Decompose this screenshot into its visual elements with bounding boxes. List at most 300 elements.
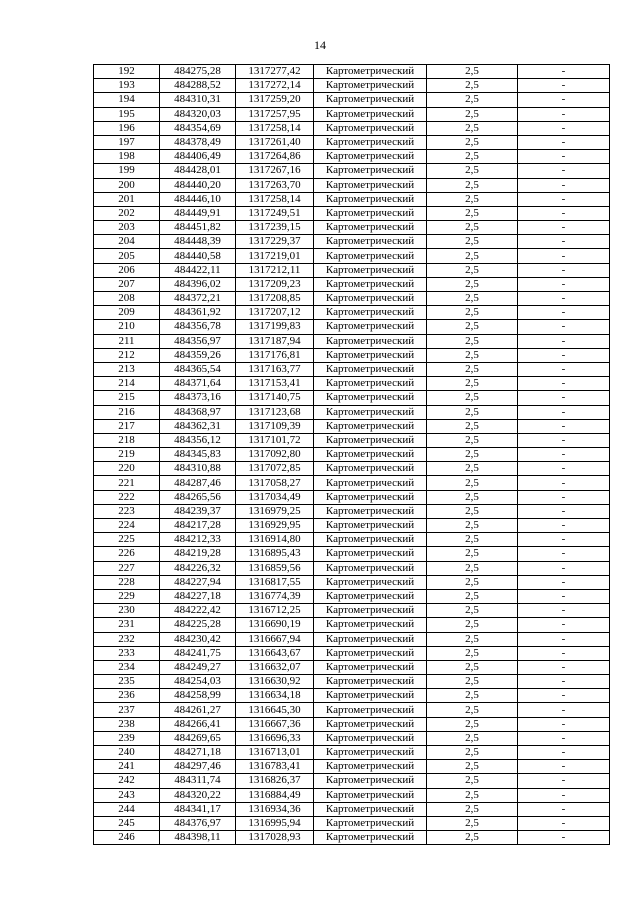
method-cell: Картометрический	[314, 618, 427, 632]
table-row	[94, 689, 610, 703]
x-coordinate-cell: 484451,82	[160, 221, 236, 235]
note-cell: -	[518, 831, 610, 845]
note-cell: -	[518, 689, 610, 703]
accuracy-cell: 2,5	[427, 689, 518, 703]
point-number-cell: 201	[94, 192, 160, 206]
y-coordinate-cell: 1316979,25	[236, 504, 314, 518]
point-number-cell: 227	[94, 561, 160, 575]
note-cell: -	[518, 206, 610, 220]
note-cell: -	[518, 717, 610, 731]
method-cell: Картометрический	[314, 135, 427, 149]
accuracy-cell: 2,5	[427, 746, 518, 760]
note-cell: -	[518, 405, 610, 419]
accuracy-cell: 2,5	[427, 519, 518, 533]
note-cell: -	[518, 107, 610, 121]
x-coordinate-cell: 484373,16	[160, 391, 236, 405]
method-cell: Картометрический	[314, 235, 427, 249]
x-coordinate-cell: 484265,56	[160, 490, 236, 504]
accuracy-cell: 2,5	[427, 348, 518, 362]
accuracy-cell: 2,5	[427, 448, 518, 462]
note-cell: -	[518, 504, 610, 518]
method-cell: Картометрический	[314, 221, 427, 235]
x-coordinate-cell: 484227,94	[160, 575, 236, 589]
accuracy-cell: 2,5	[427, 703, 518, 717]
method-cell: Картометрический	[314, 65, 427, 79]
accuracy-cell: 2,5	[427, 760, 518, 774]
note-cell: -	[518, 221, 610, 235]
method-cell: Картометрический	[314, 334, 427, 348]
y-coordinate-cell: 1316696,33	[236, 731, 314, 745]
y-coordinate-cell: 1317140,75	[236, 391, 314, 405]
method-cell: Картометрический	[314, 731, 427, 745]
coordinates-table	[93, 64, 610, 845]
x-coordinate-cell: 484354,69	[160, 121, 236, 135]
x-coordinate-cell: 484249,27	[160, 660, 236, 674]
table-row	[94, 65, 610, 79]
accuracy-cell: 2,5	[427, 292, 518, 306]
accuracy-cell: 2,5	[427, 504, 518, 518]
x-coordinate-cell: 484241,75	[160, 646, 236, 660]
table-row	[94, 277, 610, 291]
y-coordinate-cell: 1317239,15	[236, 221, 314, 235]
point-number-cell: 214	[94, 377, 160, 391]
note-cell: -	[518, 135, 610, 149]
note-cell: -	[518, 703, 610, 717]
y-coordinate-cell: 1317258,14	[236, 192, 314, 206]
table-row	[94, 348, 610, 362]
accuracy-cell: 2,5	[427, 547, 518, 561]
y-coordinate-cell: 1316884,49	[236, 788, 314, 802]
accuracy-cell: 2,5	[427, 831, 518, 845]
point-number-cell: 234	[94, 660, 160, 674]
point-number-cell: 215	[94, 391, 160, 405]
y-coordinate-cell: 1317176,81	[236, 348, 314, 362]
method-cell: Картометрический	[314, 476, 427, 490]
point-number-cell: 219	[94, 448, 160, 462]
point-number-cell: 194	[94, 93, 160, 107]
accuracy-cell: 2,5	[427, 717, 518, 731]
table-row	[94, 320, 610, 334]
accuracy-cell: 2,5	[427, 192, 518, 206]
x-coordinate-cell: 484239,37	[160, 504, 236, 518]
note-cell: -	[518, 547, 610, 561]
y-coordinate-cell: 1316817,55	[236, 575, 314, 589]
point-number-cell: 225	[94, 533, 160, 547]
method-cell: Картометрический	[314, 277, 427, 291]
method-cell: Картометрический	[314, 802, 427, 816]
method-cell: Картометрический	[314, 448, 427, 462]
accuracy-cell: 2,5	[427, 604, 518, 618]
x-coordinate-cell: 484219,28	[160, 547, 236, 561]
point-number-cell: 211	[94, 334, 160, 348]
x-coordinate-cell: 484258,99	[160, 689, 236, 703]
point-number-cell: 239	[94, 731, 160, 745]
note-cell: -	[518, 164, 610, 178]
accuracy-cell: 2,5	[427, 533, 518, 547]
point-number-cell: 222	[94, 490, 160, 504]
x-coordinate-cell: 484359,26	[160, 348, 236, 362]
note-cell: -	[518, 306, 610, 320]
table-row	[94, 121, 610, 135]
y-coordinate-cell: 1317263,70	[236, 178, 314, 192]
table-row	[94, 816, 610, 830]
table-row	[94, 433, 610, 447]
accuracy-cell: 2,5	[427, 490, 518, 504]
method-cell: Картометрический	[314, 632, 427, 646]
y-coordinate-cell: 1316667,94	[236, 632, 314, 646]
accuracy-cell: 2,5	[427, 306, 518, 320]
x-coordinate-cell: 484345,83	[160, 448, 236, 462]
method-cell: Картометрический	[314, 561, 427, 575]
method-cell: Картометрический	[314, 249, 427, 263]
accuracy-cell: 2,5	[427, 575, 518, 589]
note-cell: -	[518, 462, 610, 476]
note-cell: -	[518, 604, 610, 618]
x-coordinate-cell: 484362,31	[160, 419, 236, 433]
point-number-cell: 213	[94, 362, 160, 376]
method-cell: Картометрический	[314, 774, 427, 788]
note-cell: -	[518, 93, 610, 107]
note-cell: -	[518, 391, 610, 405]
note-cell: -	[518, 249, 610, 263]
x-coordinate-cell: 484365,54	[160, 362, 236, 376]
y-coordinate-cell: 1317258,14	[236, 121, 314, 135]
y-coordinate-cell: 1317034,49	[236, 490, 314, 504]
note-cell: -	[518, 575, 610, 589]
y-coordinate-cell: 1317153,41	[236, 377, 314, 391]
method-cell: Картометрический	[314, 816, 427, 830]
x-coordinate-cell: 484406,49	[160, 150, 236, 164]
method-cell: Картометрический	[314, 405, 427, 419]
x-coordinate-cell: 484222,42	[160, 604, 236, 618]
note-cell: -	[518, 632, 610, 646]
point-number-cell: 232	[94, 632, 160, 646]
accuracy-cell: 2,5	[427, 731, 518, 745]
table-row	[94, 405, 610, 419]
note-cell: -	[518, 816, 610, 830]
y-coordinate-cell: 1317028,93	[236, 831, 314, 845]
x-coordinate-cell: 484398,11	[160, 831, 236, 845]
note-cell: -	[518, 433, 610, 447]
point-number-cell: 220	[94, 462, 160, 476]
point-number-cell: 246	[94, 831, 160, 845]
x-coordinate-cell: 484254,03	[160, 675, 236, 689]
y-coordinate-cell: 1317249,51	[236, 206, 314, 220]
table-row	[94, 334, 610, 348]
method-cell: Картометрический	[314, 660, 427, 674]
point-number-cell: 199	[94, 164, 160, 178]
method-cell: Картометрический	[314, 292, 427, 306]
method-cell: Картометрический	[314, 504, 427, 518]
y-coordinate-cell: 1316645,30	[236, 703, 314, 717]
y-coordinate-cell: 1316783,41	[236, 760, 314, 774]
point-number-cell: 244	[94, 802, 160, 816]
x-coordinate-cell: 484449,91	[160, 206, 236, 220]
accuracy-cell: 2,5	[427, 561, 518, 575]
x-coordinate-cell: 484428,01	[160, 164, 236, 178]
accuracy-cell: 2,5	[427, 405, 518, 419]
x-coordinate-cell: 484269,65	[160, 731, 236, 745]
point-number-cell: 231	[94, 618, 160, 632]
note-cell: -	[518, 178, 610, 192]
note-cell: -	[518, 660, 610, 674]
x-coordinate-cell: 484376,97	[160, 816, 236, 830]
point-number-cell: 223	[94, 504, 160, 518]
x-coordinate-cell: 484372,21	[160, 292, 236, 306]
point-number-cell: 196	[94, 121, 160, 135]
table-row	[94, 164, 610, 178]
x-coordinate-cell: 484310,88	[160, 462, 236, 476]
point-number-cell: 229	[94, 589, 160, 603]
table-row	[94, 107, 610, 121]
y-coordinate-cell: 1317261,40	[236, 135, 314, 149]
table-row	[94, 79, 610, 93]
x-coordinate-cell: 484310,31	[160, 93, 236, 107]
accuracy-cell: 2,5	[427, 263, 518, 277]
point-number-cell: 197	[94, 135, 160, 149]
table-row	[94, 178, 610, 192]
x-coordinate-cell: 484266,41	[160, 717, 236, 731]
accuracy-cell: 2,5	[427, 362, 518, 376]
y-coordinate-cell: 1316929,95	[236, 519, 314, 533]
table-row	[94, 760, 610, 774]
x-coordinate-cell: 484320,22	[160, 788, 236, 802]
y-coordinate-cell: 1317187,94	[236, 334, 314, 348]
point-number-cell: 208	[94, 292, 160, 306]
x-coordinate-cell: 484356,12	[160, 433, 236, 447]
table-row	[94, 618, 610, 632]
y-coordinate-cell: 1316995,94	[236, 816, 314, 830]
y-coordinate-cell: 1317272,14	[236, 79, 314, 93]
point-number-cell: 217	[94, 419, 160, 433]
accuracy-cell: 2,5	[427, 221, 518, 235]
point-number-cell: 209	[94, 306, 160, 320]
y-coordinate-cell: 1317219,01	[236, 249, 314, 263]
y-coordinate-cell: 1317109,39	[236, 419, 314, 433]
method-cell: Картометрический	[314, 206, 427, 220]
note-cell: -	[518, 788, 610, 802]
table-row	[94, 589, 610, 603]
table-row	[94, 788, 610, 802]
note-cell: -	[518, 519, 610, 533]
table-row	[94, 448, 610, 462]
accuracy-cell: 2,5	[427, 802, 518, 816]
note-cell: -	[518, 334, 610, 348]
point-number-cell: 218	[94, 433, 160, 447]
page-number: 14	[314, 38, 326, 52]
accuracy-cell: 2,5	[427, 788, 518, 802]
method-cell: Картометрический	[314, 760, 427, 774]
point-number-cell: 240	[94, 746, 160, 760]
point-number-cell: 221	[94, 476, 160, 490]
x-coordinate-cell: 484288,52	[160, 79, 236, 93]
note-cell: -	[518, 277, 610, 291]
y-coordinate-cell: 1316774,39	[236, 589, 314, 603]
x-coordinate-cell: 484378,49	[160, 135, 236, 149]
note-cell: -	[518, 65, 610, 79]
table-row	[94, 519, 610, 533]
note-cell: -	[518, 79, 610, 93]
accuracy-cell: 2,5	[427, 277, 518, 291]
point-number-cell: 235	[94, 675, 160, 689]
table-row	[94, 362, 610, 376]
accuracy-cell: 2,5	[427, 816, 518, 830]
note-cell: -	[518, 263, 610, 277]
accuracy-cell: 2,5	[427, 178, 518, 192]
y-coordinate-cell: 1316630,92	[236, 675, 314, 689]
note-cell: -	[518, 362, 610, 376]
x-coordinate-cell: 484422,11	[160, 263, 236, 277]
method-cell: Картометрический	[314, 178, 427, 192]
method-cell: Картометрический	[314, 164, 427, 178]
note-cell: -	[518, 646, 610, 660]
coordinates-table-body	[94, 65, 610, 845]
table-row	[94, 703, 610, 717]
accuracy-cell: 2,5	[427, 206, 518, 220]
table-row	[94, 561, 610, 575]
note-cell: -	[518, 192, 610, 206]
x-coordinate-cell: 484361,92	[160, 306, 236, 320]
note-cell: -	[518, 292, 610, 306]
note-cell: -	[518, 802, 610, 816]
table-row	[94, 575, 610, 589]
x-coordinate-cell: 484226,32	[160, 561, 236, 575]
table-row	[94, 221, 610, 235]
method-cell: Картометрический	[314, 575, 427, 589]
table-row	[94, 802, 610, 816]
point-number-cell: 230	[94, 604, 160, 618]
point-number-cell: 236	[94, 689, 160, 703]
table-row	[94, 206, 610, 220]
note-cell: -	[518, 731, 610, 745]
point-number-cell: 205	[94, 249, 160, 263]
method-cell: Картометрический	[314, 348, 427, 362]
table-row	[94, 675, 610, 689]
point-number-cell: 200	[94, 178, 160, 192]
y-coordinate-cell: 1316634,18	[236, 689, 314, 703]
table-row	[94, 746, 610, 760]
point-number-cell: 228	[94, 575, 160, 589]
y-coordinate-cell: 1316934,36	[236, 802, 314, 816]
point-number-cell: 242	[94, 774, 160, 788]
table-row	[94, 632, 610, 646]
x-coordinate-cell: 484275,28	[160, 65, 236, 79]
accuracy-cell: 2,5	[427, 391, 518, 405]
y-coordinate-cell: 1316667,36	[236, 717, 314, 731]
accuracy-cell: 2,5	[427, 419, 518, 433]
note-cell: -	[518, 235, 610, 249]
method-cell: Картометрический	[314, 150, 427, 164]
accuracy-cell: 2,5	[427, 377, 518, 391]
table-row	[94, 462, 610, 476]
method-cell: Картометрический	[314, 689, 427, 703]
table-row	[94, 150, 610, 164]
accuracy-cell: 2,5	[427, 618, 518, 632]
table-row	[94, 646, 610, 660]
y-coordinate-cell: 1317123,68	[236, 405, 314, 419]
table-row	[94, 93, 610, 107]
table-row	[94, 419, 610, 433]
point-number-cell: 224	[94, 519, 160, 533]
table-row	[94, 731, 610, 745]
note-cell: -	[518, 589, 610, 603]
method-cell: Картометрический	[314, 547, 427, 561]
y-coordinate-cell: 1317101,72	[236, 433, 314, 447]
point-number-cell: 192	[94, 65, 160, 79]
x-coordinate-cell: 484371,64	[160, 377, 236, 391]
table-row	[94, 235, 610, 249]
accuracy-cell: 2,5	[427, 235, 518, 249]
point-number-cell: 212	[94, 348, 160, 362]
accuracy-cell: 2,5	[427, 660, 518, 674]
note-cell: -	[518, 150, 610, 164]
method-cell: Картометрический	[314, 646, 427, 660]
x-coordinate-cell: 484230,42	[160, 632, 236, 646]
table-row	[94, 774, 610, 788]
accuracy-cell: 2,5	[427, 107, 518, 121]
y-coordinate-cell: 1317264,86	[236, 150, 314, 164]
accuracy-cell: 2,5	[427, 462, 518, 476]
y-coordinate-cell: 1316690,19	[236, 618, 314, 632]
accuracy-cell: 2,5	[427, 249, 518, 263]
x-coordinate-cell: 484225,28	[160, 618, 236, 632]
method-cell: Картометрический	[314, 788, 427, 802]
y-coordinate-cell: 1317207,12	[236, 306, 314, 320]
point-number-cell: 204	[94, 235, 160, 249]
x-coordinate-cell: 484217,28	[160, 519, 236, 533]
y-coordinate-cell: 1317209,23	[236, 277, 314, 291]
y-coordinate-cell: 1317199,83	[236, 320, 314, 334]
x-coordinate-cell: 484440,58	[160, 249, 236, 263]
method-cell: Картометрический	[314, 519, 427, 533]
note-cell: -	[518, 618, 610, 632]
note-cell: -	[518, 746, 610, 760]
y-coordinate-cell: 1316895,43	[236, 547, 314, 561]
method-cell: Картометрический	[314, 675, 427, 689]
accuracy-cell: 2,5	[427, 121, 518, 135]
table-row	[94, 490, 610, 504]
point-number-cell: 193	[94, 79, 160, 93]
x-coordinate-cell: 484227,18	[160, 589, 236, 603]
x-coordinate-cell: 484287,46	[160, 476, 236, 490]
table-row	[94, 306, 610, 320]
table-row	[94, 604, 610, 618]
y-coordinate-cell: 1316712,25	[236, 604, 314, 618]
method-cell: Картометрический	[314, 604, 427, 618]
point-number-cell: 245	[94, 816, 160, 830]
method-cell: Картометрический	[314, 192, 427, 206]
table-row	[94, 717, 610, 731]
y-coordinate-cell: 1317212,11	[236, 263, 314, 277]
method-cell: Картометрический	[314, 831, 427, 845]
point-number-cell: 195	[94, 107, 160, 121]
accuracy-cell: 2,5	[427, 433, 518, 447]
point-number-cell: 238	[94, 717, 160, 731]
y-coordinate-cell: 1317208,85	[236, 292, 314, 306]
x-coordinate-cell: 484212,33	[160, 533, 236, 547]
note-cell: -	[518, 121, 610, 135]
method-cell: Картометрический	[314, 419, 427, 433]
y-coordinate-cell: 1316713,01	[236, 746, 314, 760]
method-cell: Картометрический	[314, 391, 427, 405]
x-coordinate-cell: 484297,46	[160, 760, 236, 774]
table-row	[94, 292, 610, 306]
accuracy-cell: 2,5	[427, 632, 518, 646]
accuracy-cell: 2,5	[427, 93, 518, 107]
y-coordinate-cell: 1317058,27	[236, 476, 314, 490]
x-coordinate-cell: 484448,39	[160, 235, 236, 249]
method-cell: Картометрический	[314, 377, 427, 391]
